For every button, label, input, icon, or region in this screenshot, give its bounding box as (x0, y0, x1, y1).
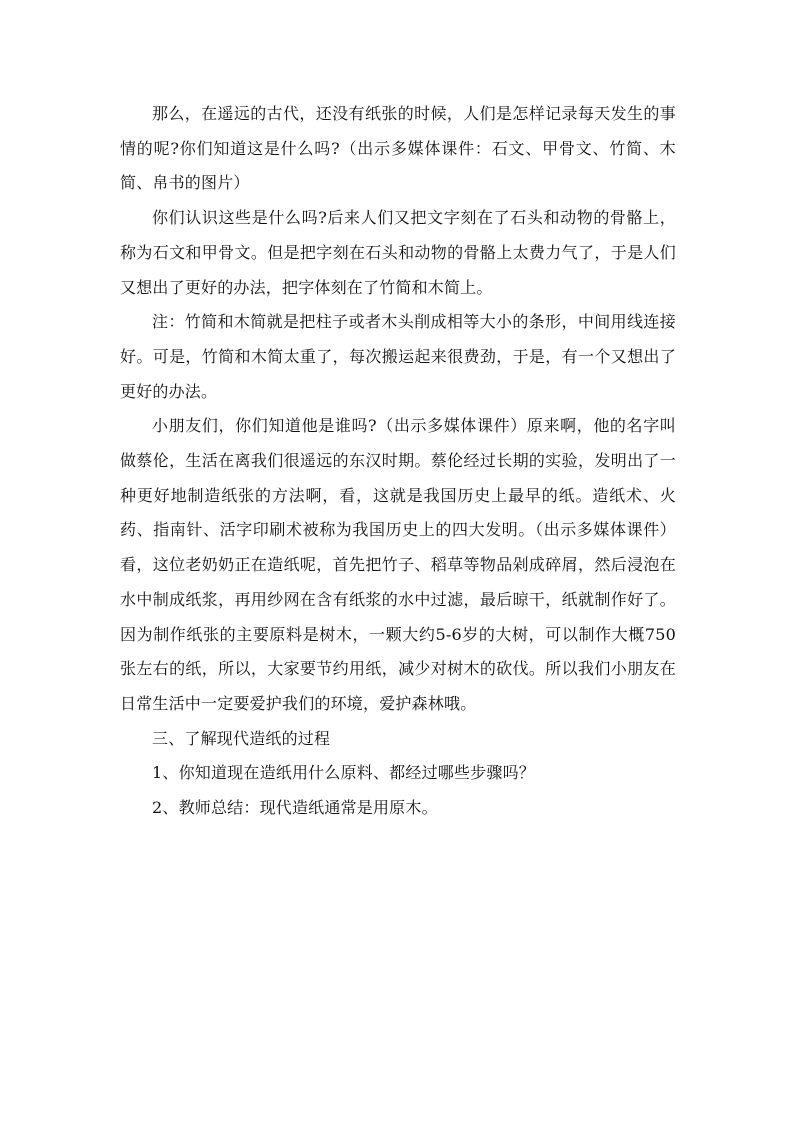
paragraph-ancient-records: 那么，在遥远的古代，还没有纸张的时候，人们是怎样记录每天发生的事情的呢?你们知道这是什么吗?（出示多媒体课件：石文、甲骨文、竹简、木简、帛书的图片） (120, 104, 676, 193)
paragraph-bamboo-slips-note: 注：竹简和木简就是把柱子或者木头削成相等大小的条形，中间用线连接好。可是，竹简和木简太重了，每次搬运起来很费劲，于是，有一个又想出了更好的办法。 (120, 312, 676, 401)
section-heading-modern-papermaking: 三、了解现代造纸的过程 (152, 728, 331, 748)
list-item-question: 1、你知道现在造纸用什么原料、都经过哪些步骤吗？ (152, 763, 535, 783)
document-body (120, 97, 676, 826)
paragraph-cai-lun: 小朋友们，你们知道他是谁吗?（出示多媒体课件）原来啊，他的名字叫做蔡伦，生活在离我们很遥远的东汉时期。蔡伦经过长期的实验，发明出了一种更好地制造纸张的方法啊，看，这就是我国历史上最早的纸。造纸术、火药、指南针、活字印刷术被称为我国历史上的四大发明。（出示多媒体课件）看，这位老奶奶正在造纸呢，首先把竹子、稻草等物品剁成碎屑，然后浸泡在水中制成纸浆，再用纱网在含有纸浆的水中过滤，最后晾干，纸就制作好了。因为制作纸张的主要原料是树木，一颗大约5-6岁的大树，可以制作大概750张左右的纸，所以，大家要节约用纸，减少对树木的砍伐。所以我们小朋友在日常生活中一定要爱护我们的环境，爱护森林哦。 (120, 416, 676, 713)
list-item-summary: 2、教师总结：现代造纸通常是用原木。 (152, 798, 438, 818)
paragraph-oracle-bones: 你们认识这些是什么吗?后来人们又把文字刻在了石头和动物的骨骼上，称为石文和甲骨文。但是把字刻在石头和动物的骨骼上太费力气了，于是人们又想出了更好的办法，把字体刻在了竹简和木简上。 (120, 208, 676, 297)
